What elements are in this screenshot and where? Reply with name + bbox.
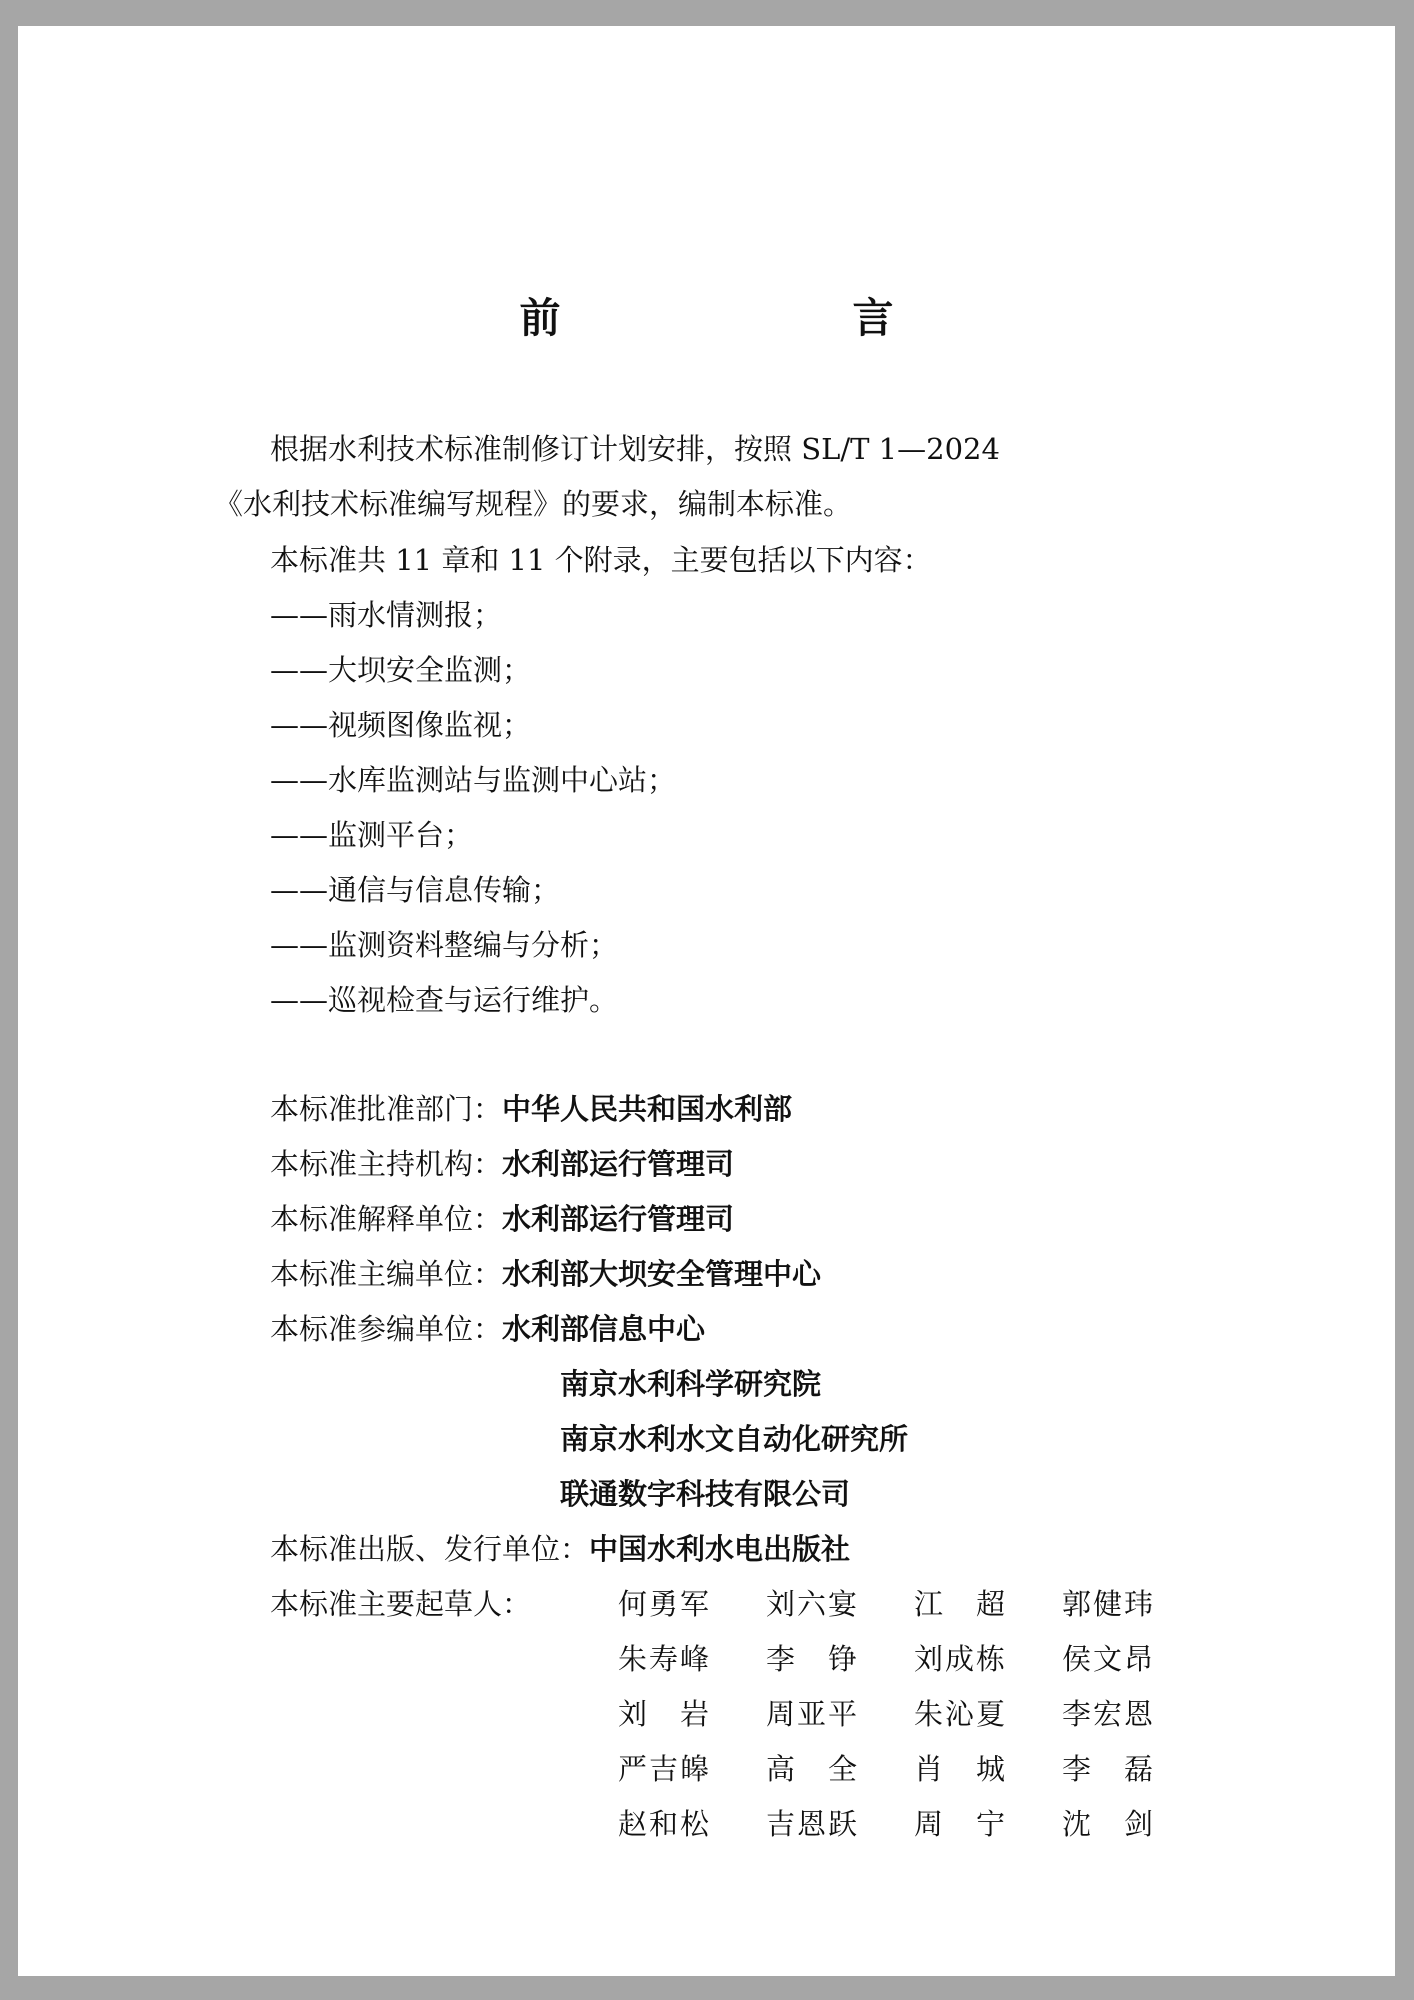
drafter-name: 朱寿峰 [618, 1642, 712, 1676]
list-item: ——监测平台； [270, 818, 474, 852]
drafter-name: 朱沁夏 [914, 1697, 1008, 1731]
contents-intro: 本标准共 11 章和 11 个附录，主要包括以下内容： [270, 543, 932, 577]
list-item: ——监测资料整编与分析； [270, 928, 619, 962]
approval-row [270, 1082, 908, 1137]
drafters-grid [618, 1577, 1210, 1852]
standard-info [270, 1082, 908, 1577]
drafter-name: 李 磊 [1062, 1752, 1156, 1786]
approval-label: 本标准批准部门： [270, 1092, 503, 1126]
document-page [18, 26, 1395, 1976]
participant-unit: 南京水利水文自动化研究所 [560, 1422, 909, 1456]
participants-label: 本标准参编单位： [270, 1312, 503, 1346]
drafter-name: 刘成栋 [914, 1642, 1008, 1676]
contents-list [270, 588, 676, 1028]
drafter-name: 江 超 [914, 1587, 1008, 1621]
host-label: 本标准主持机构： [270, 1147, 503, 1181]
publisher-label: 本标准出版、发行单位： [270, 1532, 590, 1566]
drafter-name: 高 全 [766, 1752, 860, 1786]
approval-value: 中华人民共和国水利部 [502, 1092, 793, 1126]
intro-line-2: 《水利技术标准编写规程》的要求，编制本标准。 [214, 487, 853, 521]
drafter-name: 李宏恩 [1062, 1697, 1156, 1731]
publisher-value: 中国水利水电出版社 [589, 1532, 851, 1566]
intro-paragraph [214, 422, 1230, 532]
host-row [270, 1137, 908, 1192]
interpret-row [270, 1192, 908, 1247]
chief-row [270, 1247, 908, 1302]
drafter-name: 刘 岩 [618, 1697, 712, 1731]
page-title: 前 言 [519, 294, 964, 342]
interpret-value: 水利部运行管理司 [502, 1202, 735, 1236]
list-item: ——水库监测站与监测中心站； [270, 763, 677, 797]
participant-unit: 水利部信息中心 [502, 1312, 706, 1346]
drafter-name: 严吉皞 [618, 1752, 712, 1786]
drafter-name: 郭健玮 [1062, 1587, 1156, 1621]
list-item: ——大坝安全监测； [270, 653, 532, 687]
drafter-name: 刘六宴 [766, 1587, 860, 1621]
drafter-name: 肖 城 [914, 1752, 1008, 1786]
intro-line-1: 根据水利技术标准制修订计划安排，按照 SL/T 1—2024 [270, 432, 1000, 466]
publisher-row [270, 1522, 908, 1577]
drafter-name: 何勇军 [618, 1587, 712, 1621]
participants-row [270, 1302, 908, 1357]
drafters-section [270, 1577, 1156, 1841]
host-value: 水利部运行管理司 [502, 1147, 735, 1181]
drafters-label: 本标准主要起草人： [270, 1587, 532, 1621]
participant-unit: 联通数字科技有限公司 [560, 1477, 851, 1511]
list-item: ——通信与信息传输； [270, 873, 561, 907]
chief-value: 水利部大坝安全管理中心 [502, 1257, 822, 1291]
drafter-name: 沈 剑 [1062, 1807, 1156, 1841]
drafter-name: 赵和松 [618, 1807, 712, 1841]
drafter-name: 吉恩跃 [766, 1807, 860, 1841]
drafter-name: 周 宁 [914, 1807, 1008, 1841]
chief-label: 本标准主编单位： [270, 1257, 503, 1291]
drafter-name: 周亚平 [766, 1697, 860, 1731]
list-item: ——雨水情测报； [270, 598, 503, 632]
participant-unit: 南京水利科学研究院 [560, 1367, 822, 1401]
interpret-label: 本标准解释单位： [270, 1202, 503, 1236]
list-item: ——视频图像监视； [270, 708, 532, 742]
list-item: ——巡视检查与运行维护。 [270, 983, 619, 1017]
drafter-name: 侯文昂 [1062, 1642, 1156, 1676]
drafter-name: 李 铮 [766, 1642, 860, 1676]
